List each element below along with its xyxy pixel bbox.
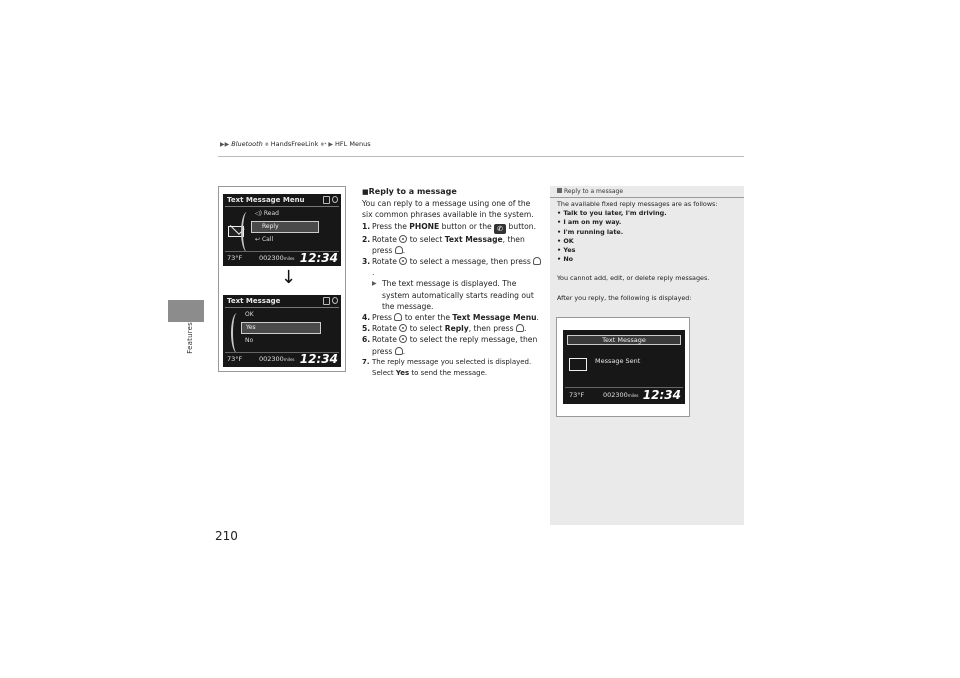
signal-icon bbox=[323, 196, 330, 204]
breadcrumb-hfl-menus: HFL Menus bbox=[335, 140, 371, 148]
sent-message: Message Sent bbox=[595, 357, 641, 365]
odometer: 002300miles bbox=[259, 254, 295, 262]
sub-arrow-icon: ▶ bbox=[372, 280, 377, 288]
clock: 12:34 bbox=[642, 388, 681, 402]
display-screen-reply bbox=[223, 295, 341, 367]
note-para: After you reply, the following is displayed: bbox=[557, 293, 692, 302]
menu-item-reply-selected: Reply bbox=[251, 221, 319, 233]
step-6: 6. Rotate to select the reply message, then press . bbox=[362, 335, 538, 356]
section-tab bbox=[168, 300, 204, 322]
press-icon bbox=[395, 347, 403, 355]
intro-text: You can reply to a message using one of the six common phrases available in the system. bbox=[362, 199, 534, 220]
breadcrumb-bluetooth: Bluetooth bbox=[231, 140, 263, 148]
sent-screen-illustration bbox=[556, 317, 690, 417]
phone-icon: ✆ bbox=[494, 224, 506, 234]
selector-knob-icon bbox=[399, 235, 407, 243]
note-intro: The available fixed reply messages are as follows: bbox=[557, 200, 718, 208]
press-icon bbox=[533, 257, 541, 265]
section-heading: ■Reply to a message bbox=[362, 187, 457, 196]
breadcrumb-arrow-icon: ▶ bbox=[328, 140, 334, 148]
step-7: 7. The reply message you selected is displayed. Select Yes to send the message. bbox=[362, 357, 532, 378]
reply-option-no: No bbox=[245, 337, 254, 344]
breadcrumb bbox=[220, 140, 371, 148]
step-5: 5. Rotate to select Reply, then press . bbox=[362, 324, 527, 334]
list-item: • Talk to you later, I'm driving. bbox=[557, 209, 739, 218]
instructions bbox=[362, 186, 542, 379]
section-label: Features bbox=[186, 322, 194, 354]
press-icon bbox=[516, 324, 524, 332]
note-title: Reply to a message bbox=[550, 186, 744, 198]
clock: 12:34 bbox=[299, 251, 338, 265]
signal-icon bbox=[323, 297, 330, 305]
status-icons bbox=[323, 297, 338, 305]
step-3-note: ▶ The text message is displayed. The system automatically starts reading out the message. bbox=[372, 279, 534, 311]
breadcrumb-arrow-icon: ▶▶ bbox=[220, 140, 230, 148]
temperature: 73°F bbox=[227, 254, 243, 262]
page-number: 210 bbox=[215, 529, 238, 543]
arrow-down-icon: ↓ bbox=[281, 267, 297, 288]
note-body bbox=[557, 200, 739, 313]
screen-divider bbox=[225, 307, 339, 308]
screen-title: Text Message bbox=[567, 335, 681, 345]
bluetooth-icon bbox=[332, 297, 338, 304]
reply-option-ok: OK bbox=[245, 311, 254, 318]
bluetooth-icon bbox=[332, 196, 338, 203]
screen-title: Text Message bbox=[227, 297, 281, 305]
list-item: • Yes bbox=[557, 246, 739, 255]
screen-title: Text Message Menu bbox=[227, 196, 305, 204]
list-item: • I am on my way. bbox=[557, 218, 739, 227]
breadcrumb-reg: ® bbox=[264, 141, 269, 147]
press-icon bbox=[395, 246, 403, 254]
screen-divider bbox=[225, 206, 339, 207]
list-item: • No bbox=[557, 255, 739, 264]
step-3: 3. Rotate to select a message, then press . bbox=[362, 256, 542, 278]
step-4: 4. Press to enter the Text Message Menu. bbox=[362, 313, 539, 323]
breadcrumb-star: ®* bbox=[320, 141, 327, 147]
header-divider bbox=[218, 156, 744, 157]
screen-illustration bbox=[218, 186, 346, 372]
step-2: 2. Rotate to select Text Message, then press . bbox=[362, 234, 525, 255]
step-1: 1. Press the PHONE button or the ✆ button. bbox=[362, 221, 537, 233]
temperature: 73°F bbox=[569, 391, 585, 399]
odometer: 002300miles bbox=[259, 355, 295, 363]
menu-item-read: ◁) Read bbox=[255, 210, 279, 217]
menu-item-call: ↩ Call bbox=[255, 236, 274, 243]
list-item: • OK bbox=[557, 237, 739, 246]
note-para: You cannot add, edit, or delete reply messages. bbox=[557, 274, 710, 283]
reply-option-yes-selected: Yes bbox=[241, 322, 321, 334]
temperature: 73°F bbox=[227, 355, 243, 363]
clock: 12:34 bbox=[299, 352, 338, 366]
display-screen-sent bbox=[563, 330, 685, 404]
display-screen-menu bbox=[223, 194, 341, 266]
status-icons bbox=[323, 196, 338, 204]
note-icon bbox=[557, 188, 562, 193]
envelope-icon bbox=[569, 358, 587, 371]
reply-list bbox=[557, 209, 739, 264]
odometer: 002300miles bbox=[603, 391, 639, 399]
breadcrumb-hfl: HandsFreeLink bbox=[270, 140, 319, 148]
list-item: • I'm running late. bbox=[557, 228, 739, 237]
